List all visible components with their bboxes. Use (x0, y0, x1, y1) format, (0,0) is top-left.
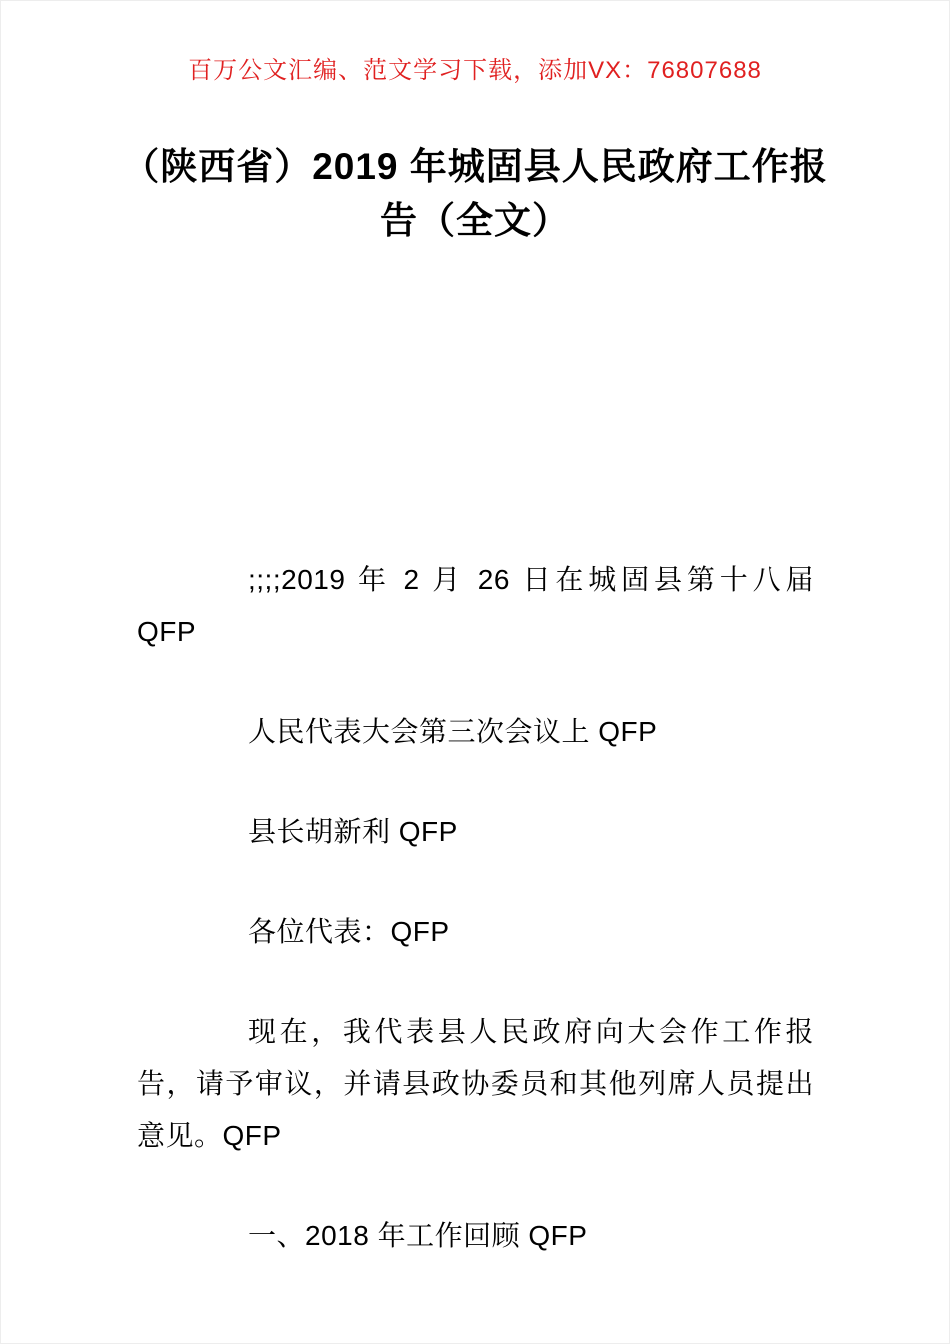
paragraph-meeting-date: ;;;;2019 年 2 月 26 日在城固县第十八届 QFP (137, 564, 814, 647)
paragraph-section-heading-2018-review: 一、2018 年工作回顾 QFP (248, 1220, 588, 1251)
paragraph-report-intro: 现在，我代表县人民政府向大会作工作报告，请予审议，并请县政协委员和其他列席人员提出意见。QFP (137, 1016, 814, 1151)
paragraph-congress-session: 人民代表大会第三次会议上 QFP (248, 716, 658, 747)
paragraph-salutation: 各位代表：QFP (248, 916, 450, 947)
promo-banner: 百万公文汇编、范文学习下载，添加VX：76807688 (188, 57, 762, 84)
title-line-2: 告（全文） (380, 200, 570, 241)
document-body (0, 248, 950, 1262)
document-title (0, 140, 950, 248)
title-line-1: （陕西省）2019 年城固县人民政府工作报 (122, 146, 828, 187)
paragraph-county-mayor: 县长胡新利 QFP (248, 816, 458, 847)
